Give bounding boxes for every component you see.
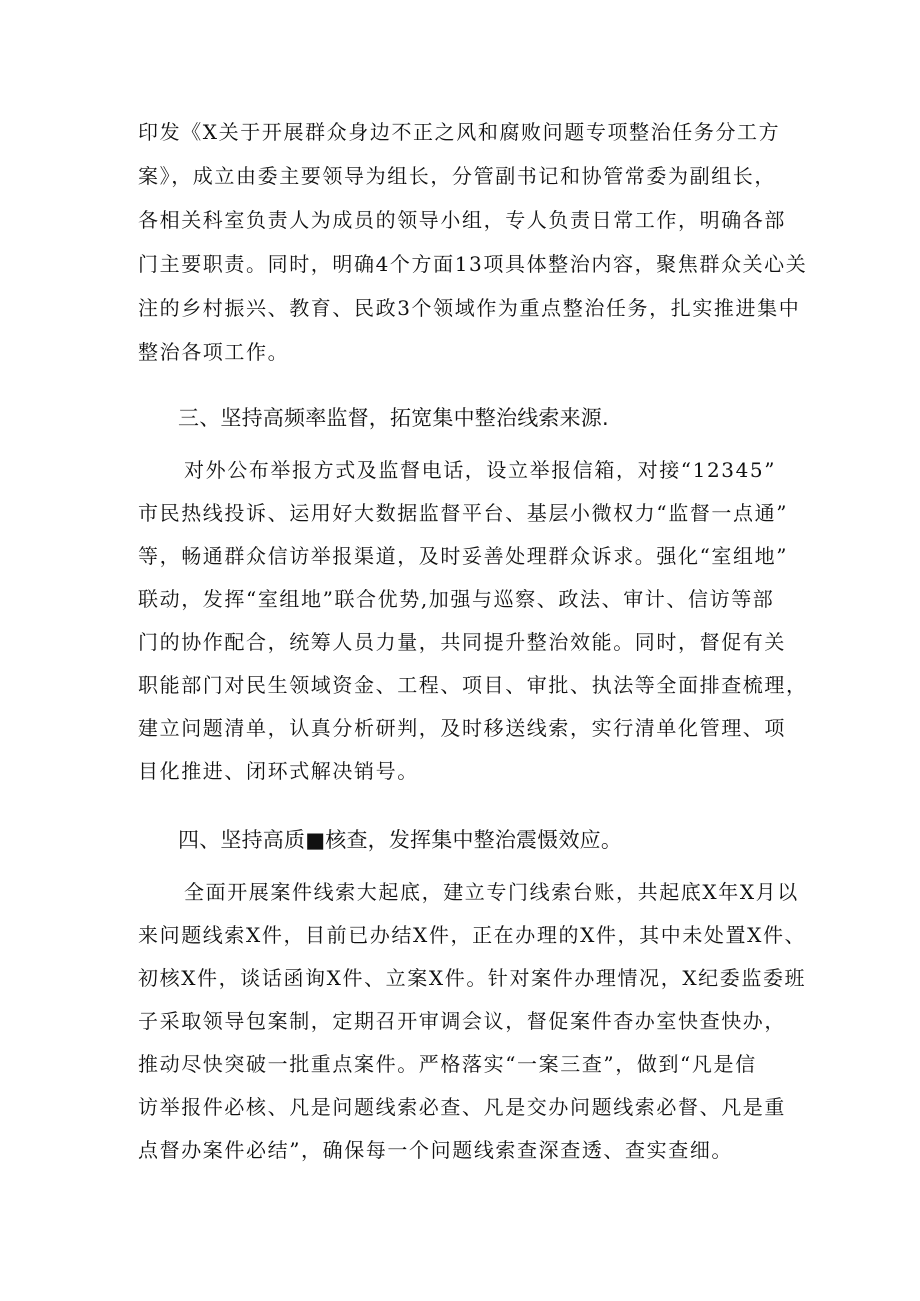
paragraph-2-line: 门的协作配合，统筹人员力量，共同提升整治效能。同时，督促有关 — [138, 630, 786, 654]
paragraph-1-line: 整治各项工作。 — [138, 340, 290, 364]
paragraph-1-line: 注的乡村振兴、教育、民政3个领域作为重点整治任务，扎实推进集中 — [138, 296, 801, 320]
paragraph-1-line: 印发《X关于开展群众身边不正之风和腐败问题专项整治任务分工方 — [138, 120, 781, 144]
section-heading-3: 三、坚持高频率监督，拓宽集中整治线索来源. — [178, 406, 609, 430]
paragraph-1-line: 各相关科室负责人为成员的领导小组，专人负责日常工作，明确各部 — [138, 208, 786, 232]
paragraph-2-line: 等，畅通群众信访举报渠道，及时妥善处理群众诉求。强化“室组地” — [138, 544, 789, 568]
paragraph-2-line: 市民热线投诉、运用好大数据监督平台、基层小微权力“监督一点通” — [138, 501, 789, 525]
paragraph-2-line: 建立问题清单，认真分析研判，及时移送线索，实行清单化管理、项 — [138, 716, 786, 740]
paragraph-3-line: 点督办案件必结”，确保每一个问题线索查深查透、查实查细。 — [138, 1138, 734, 1162]
paragraph-3-line: 子采取领导包案制，定期召开审调会议，督促案件杳办室快查快办， — [138, 1009, 786, 1033]
paragraph-2-line: 目化推进、闭环式解决销号。 — [138, 759, 419, 783]
paragraph-3-line: 初核X件，谈话函询X件、立案X件。针对案件办理情况，X纪委监委班 — [138, 966, 807, 990]
paragraph-1-line: 案》，成立由委主要领导为组长，分管副书记和协管常委为副组长， — [138, 164, 776, 188]
paragraph-2-line: 职能部门对民生领域资金、工程、项目、审批、执法等全面排查梳理， — [138, 673, 808, 697]
paragraph-1-line: 门主要职责。同时，明确4个方面13项具体整治内容，聚焦群众关心关 — [138, 252, 808, 276]
paragraph-3-line: 推动尽快突破一批重点案件。严格落实“一案三查”，做到“凡是信 — [138, 1052, 757, 1076]
section-heading-4: 四、坚持高质■核查，发挥集中整治震慑效应。 — [178, 828, 623, 852]
paragraph-2-line: 联动，发挥“室组地”联合优势,加强与巡察、政法、审计、信访等部 — [138, 587, 775, 611]
paragraph-3-line: 全面开展案件线索大起底，建立专门线索台账，共起底X年X月以 — [184, 880, 799, 904]
paragraph-2-line: 对外公布举报方式及监督电话，设立举报信箱，对接“12345” — [184, 458, 777, 482]
paragraph-3-line: 来问题线索X件，目前已办结X件，正在办理的X件，其中未处置X件、 — [138, 923, 807, 947]
paragraph-3-line: 访举报件必核、凡是问题线索必查、凡是交办问题线索必督、凡是重 — [138, 1095, 786, 1119]
